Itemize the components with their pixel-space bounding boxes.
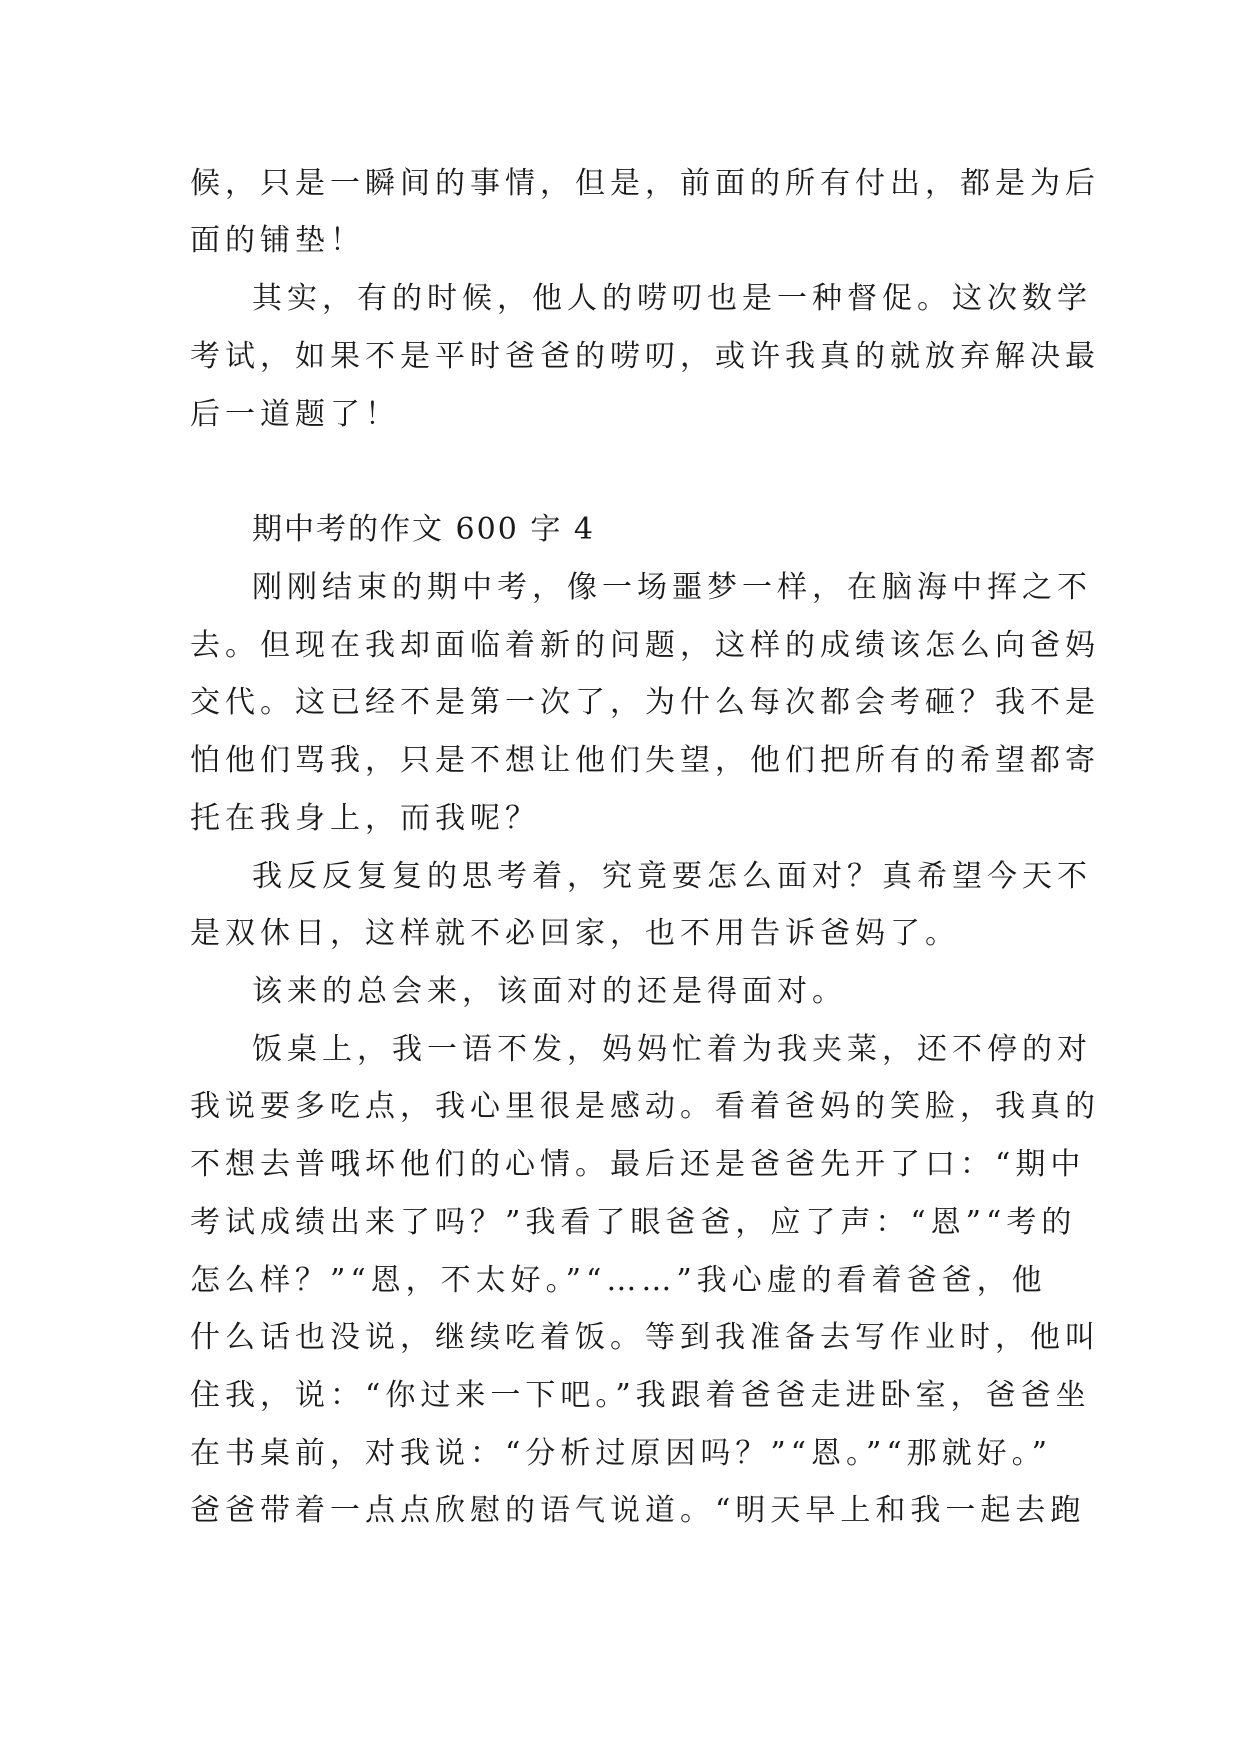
text-line: 怕他们骂我，只是不想让他们失望，他们把所有的希望都寄 <box>190 743 1100 778</box>
text-line: 去。但现在我却面临着新的问题，这样的成绩该怎么向爸妈 <box>190 628 1100 663</box>
text-line: 爸爸带着一点点欣慰的语气说道。“明天早上和我一起去跑 <box>190 1493 1086 1528</box>
text-line: 是双休日，这样就不必回家，也不用告诉爸妈了。 <box>190 916 960 951</box>
text-line: 怎么样？”“恩，不太好。”“……”我心虚的看着爸爸，他 <box>190 1263 1047 1298</box>
text-line: 住我，说：“你过来一下吧。”我跟着爸爸走进卧室，爸爸坐 <box>190 1378 1091 1413</box>
text-line: 考试成绩出来了吗？”我看了眼爸爸，应了声：“恩”“考的 <box>190 1205 1077 1240</box>
section-heading: 期中考的作文 600 字 4 <box>252 512 595 547</box>
text-line: 托在我身上，而我呢？ <box>190 801 540 836</box>
paragraph-first-line: 饭桌上，我一语不发，妈妈忙着为我夹菜，还不停的对 <box>252 1032 1092 1067</box>
text-line: 交代。这已经不是第一次了，为什么每次都会考砸？我不是 <box>190 685 1100 720</box>
text-line: 什么话也没说，继续吃着饭。等到我准备去写作业时，他叫 <box>190 1320 1100 1355</box>
text-line: 在书桌前，对我说：“分析过原因吗？”“恩。”“那就好。” <box>190 1436 1053 1471</box>
paragraph-first-line: 其实，有的时候，他人的唠叨也是一种督促。这次数学 <box>252 281 1092 316</box>
text-line: 我说要多吃点，我心里很是感动。看着爸妈的笑脸，我真的 <box>190 1089 1100 1124</box>
text-line: 候，只是一瞬间的事情，但是，前面的所有付出，都是为后 <box>190 166 1100 201</box>
text-line: 不想去普哦坏他们的心情。最后还是爸爸先开了口：“期中 <box>190 1147 1086 1182</box>
paragraph-first-line: 该来的总会来，该面对的还是得面对。 <box>252 974 847 1009</box>
text-line: 后一道题了！ <box>190 397 400 432</box>
paragraph-first-line: 刚刚结束的期中考，像一场噩梦一样，在脑海中挥之不 <box>252 570 1092 605</box>
text-line: 考试，如果不是平时爸爸的唠叨，或许我真的就放弃解决最 <box>190 339 1100 374</box>
text-line: 面的铺垫！ <box>190 223 365 258</box>
paragraph-first-line: 我反反复复的思考着，究竟要怎么面对？真希望今天不 <box>252 859 1092 894</box>
